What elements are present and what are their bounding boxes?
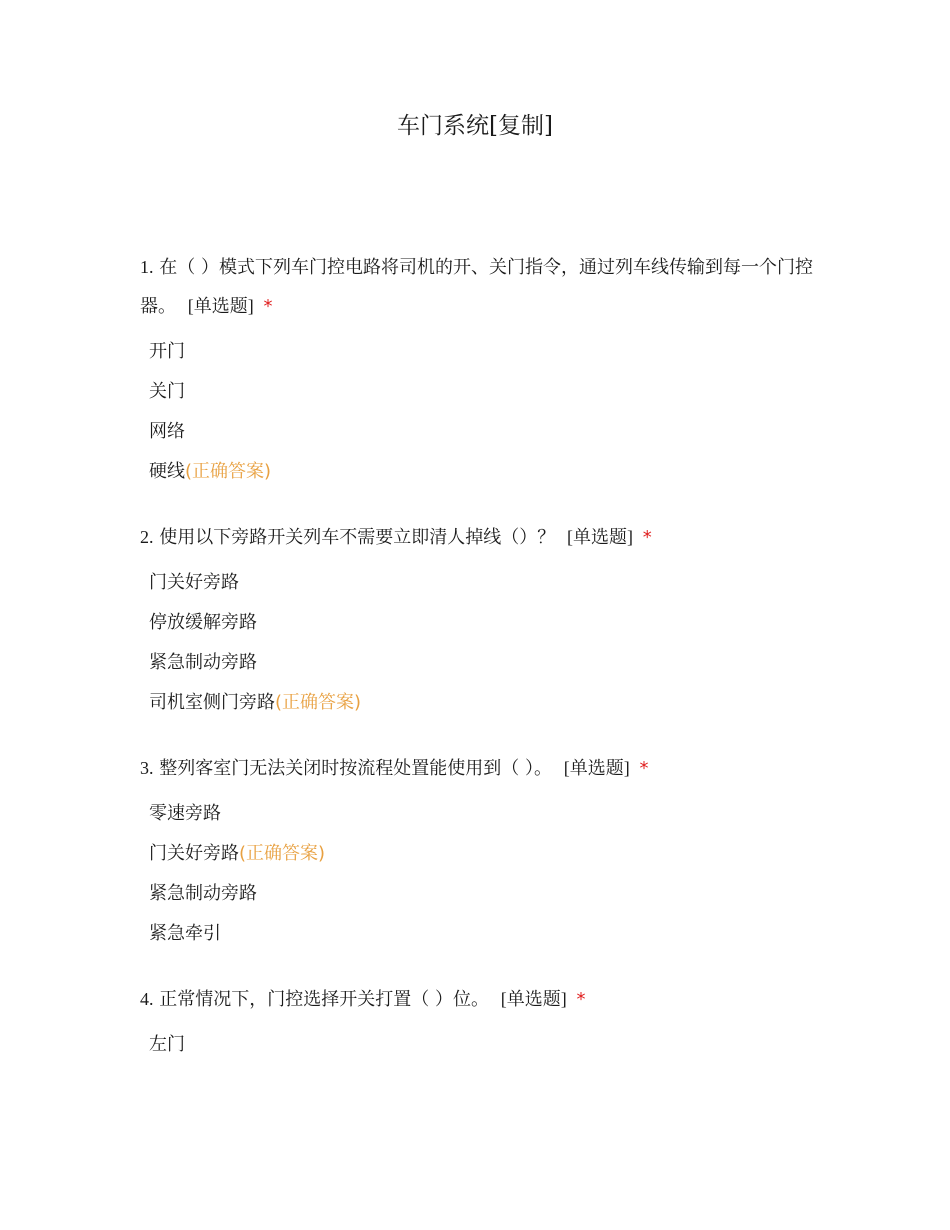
option-item[interactable] <box>149 874 820 914</box>
option-item[interactable] <box>149 603 820 643</box>
option-item[interactable] <box>149 372 820 412</box>
option-item[interactable] <box>149 332 820 372</box>
option-label: 网络 <box>149 421 185 442</box>
option-label: 门关好旁路 <box>149 843 239 864</box>
question-2 <box>140 518 820 723</box>
question-title <box>140 980 820 1019</box>
option-label: 左门 <box>149 1034 185 1055</box>
option-list <box>140 563 820 723</box>
correct-answer-tag: (正确答案) <box>275 692 362 713</box>
question-number: 3. <box>140 758 154 778</box>
option-list <box>140 332 820 492</box>
option-label: 开门 <box>149 341 185 362</box>
required-mark: * <box>263 296 273 317</box>
required-mark: * <box>576 989 586 1010</box>
option-label: 紧急牵引 <box>149 923 221 944</box>
option-label: 司机室侧门旁路 <box>149 692 275 713</box>
question-type-label: [单选题] <box>566 527 633 547</box>
option-list <box>140 1025 820 1065</box>
option-label: 紧急制动旁路 <box>149 652 257 673</box>
option-label: 零速旁路 <box>149 803 221 824</box>
question-text: 整列客室门无法关闭时按流程处置能使用到（ ）。 <box>159 758 552 779</box>
option-label: 门关好旁路 <box>149 572 239 593</box>
question-number: 2. <box>140 527 154 547</box>
option-item[interactable] <box>149 834 820 874</box>
option-item[interactable] <box>149 794 820 834</box>
question-list <box>140 248 820 1091</box>
option-item[interactable] <box>149 452 820 492</box>
question-type-label: [单选题] <box>563 758 630 778</box>
correct-answer-tag: (正确答案) <box>239 843 326 864</box>
option-item[interactable] <box>149 412 820 452</box>
question-type-label: [单选题] <box>187 296 254 316</box>
option-label: 紧急制动旁路 <box>149 883 257 904</box>
correct-answer-tag: (正确答案) <box>185 461 272 482</box>
option-label: 关门 <box>149 381 185 402</box>
option-label: 硬线 <box>149 461 185 482</box>
required-mark: * <box>642 527 652 548</box>
page-title: 车门系统[复制] <box>397 113 553 139</box>
question-number: 4. <box>140 989 154 1009</box>
required-mark: * <box>639 758 649 779</box>
question-text: 在（ ）模式下列车门控电路将司机的开、关门指令，通过列车线传输到每一个门控器。 <box>140 257 813 317</box>
question-title <box>140 749 820 788</box>
question-4 <box>140 980 820 1065</box>
option-list <box>140 794 820 954</box>
option-item[interactable] <box>149 914 820 954</box>
question-1 <box>140 248 820 492</box>
option-item[interactable] <box>149 563 820 603</box>
option-item[interactable] <box>149 1025 820 1065</box>
option-item[interactable] <box>149 683 820 723</box>
question-text: 使用以下旁路开关列车不需要立即清人掉线（）？ <box>159 527 556 548</box>
option-item[interactable] <box>149 643 820 683</box>
question-type-label: [单选题] <box>500 989 567 1009</box>
option-label: 停放缓解旁路 <box>149 612 257 633</box>
question-number: 1. <box>140 257 154 277</box>
question-3 <box>140 749 820 954</box>
question-title <box>140 248 820 326</box>
question-text: 正常情况下，门控选择开关打置（ ）位。 <box>159 989 489 1010</box>
question-title <box>140 518 820 557</box>
